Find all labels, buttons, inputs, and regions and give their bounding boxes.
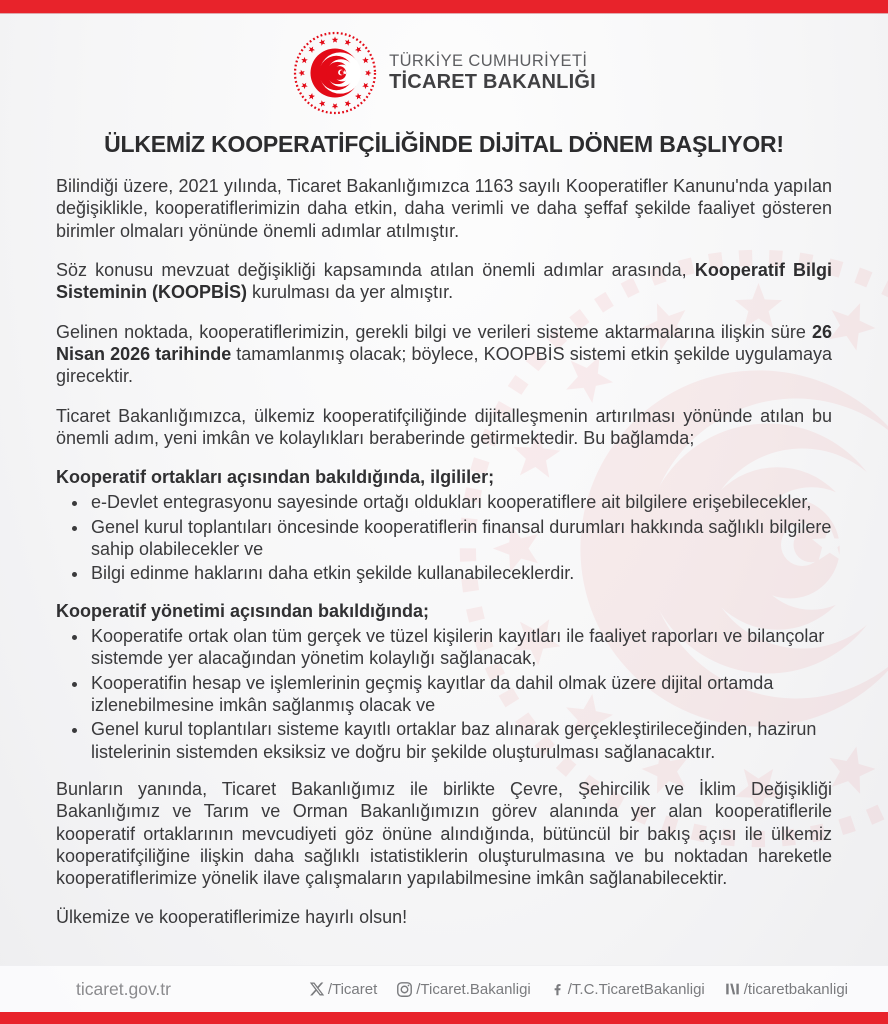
paragraph-context: Ticaret Bakanlığımızca, ülkemiz kooperatifçiliğinde dijitalleşmenin artırılması yönünde atılan bu önemli adım, yeni imkân ve kolaylıkları beraberinde getirmektedir. Bu bağlamda;	[56, 405, 832, 448]
ministry-logo	[0, 0, 888, 116]
section-heading-members: Kooperatif ortakları açısından bakıldığında, ilgililer;	[56, 467, 495, 488]
page-title: ÜLKEMİZ KOOPERATİFÇİLİĞİNDE DİJİTAL DÖNEM BAŞLIYOR!	[104, 131, 784, 157]
social-handle: /Ticaret.Bakanligi	[416, 980, 531, 998]
ministry-name: TİCARET BAKANLIĞI	[389, 71, 596, 93]
ministry-emblem-icon	[292, 30, 378, 116]
text-run: Gelinen noktada, kooperatiflerimizin, gerekli bilgi ve verileri sisteme aktarmalarına ilişkin süre	[56, 321, 812, 342]
section-heading-management: Kooperatif yönetimi açısından bakıldığında;	[56, 600, 430, 621]
koopbis-bold-text: Kooperatif Bilgi Sisteminin (KOOPBİS)	[56, 259, 832, 303]
x-icon	[309, 981, 325, 997]
announcement-body	[56, 175, 832, 929]
social-handle: /ticaretbakanligi	[743, 980, 848, 998]
list-item: • Bilgi edinme haklarını daha etkin şekilde kullanabileceklerdir.	[89, 562, 832, 584]
social-handle: /Ticaret	[327, 980, 378, 998]
text-run: Söz konusu mevzuat değişikliği kapsamında atılan önemli adımlar arasında,	[56, 259, 695, 280]
paragraph-deadline	[56, 321, 832, 388]
paragraph-intro: Bilindiği üzere, 2021 yılında, Ticaret Bakanlığımızca 1163 sayılı Kooperatifler Kanunu'nda yapılan değişiklikle, kooperatiflerimizin daha etkin, daha verimli ve daha şeffaf şekilde faaliyet gösteren birimler olmaları yönünde önemli adımlar atılmıştır.	[56, 176, 832, 241]
nsosyal-icon	[724, 981, 741, 997]
instagram-social-link[interactable]	[396, 981, 531, 998]
list-item: • Genel kurul toplantıları sisteme kayıtlı ortaklar baz alınarak gerçekleştirileceğinden, hazirun listelerinin sistemden eksiksiz ve doğru bir şekilde oluşturulması sağlanacaktır.	[89, 718, 832, 763]
facebook-social-link[interactable]	[550, 981, 705, 998]
ministry-logo-text	[389, 52, 596, 94]
instagram-icon	[396, 981, 413, 998]
footer-bar	[0, 965, 888, 1012]
paragraph-koopbis	[56, 259, 832, 304]
paragraph-closing: Ülkemize ve kooperatiflerimize hayırlı olsun!	[56, 907, 408, 928]
country-name: TÜRKİYE CUMHURİYETİ	[389, 52, 588, 70]
nsosyal-social-link[interactable]	[724, 981, 848, 998]
paragraph-ministries: Bunların yanında, Ticaret Bakanlığımız ile birlikte Çevre, Şehircilik ve İklim Değişikliği Bakanlığımız ve Tarım ve Orman Bakanlığımızın görev alanında yer alan kooperatiflerile kooperatif ortaklarının mevcudiyeti göz önüne alındığında, bütüncül bir bakış açısı ile ülkemiz kooperatifçiliğine ilişkin daha sağlıklı istatistiklerin oluşturulmasına ve bu noktadan hareketle kooperatiflerimize yönelik ilave çalışmaların yapılabilmesine imkân sağlanabilecektir.	[56, 778, 832, 889]
text-run: kurulması da yer almıştır.	[247, 282, 454, 303]
text-run: tamamlanmış olacak; böylece, KOOPBİS sistemi etkin şekilde uygulamaya girecektir.	[56, 343, 833, 387]
website-link[interactable]: ticaret.gov.tr	[76, 978, 171, 999]
management-benefits-list	[56, 625, 832, 763]
list-item: • Genel kurul toplantıları öncesinde kooperatiflerin finansal durumları hakkında sağlıklı bilgilere sahip olabilecekler ve	[89, 516, 832, 561]
deadline-bold-text: 26 Nisan 2026 tarihinde	[56, 321, 832, 364]
social-handle: /T.C.TicaretBakanligi	[567, 980, 705, 998]
list-item: • Kooperatife ortak olan tüm gerçek ve tüzel kişilerin kayıtları ile faaliyet raporları ve bilançolar sistemde yer alacağından yönetim kolaylığı sağlanacak,	[89, 625, 832, 670]
members-benefits-list	[56, 491, 832, 584]
list-item: • Kooperatifin hesap ve işlemlerinin geçmiş kayıtlar da dahil olmak üzere dijital ortamda izlenebilmesine imkân sağlanmış olacak ve	[89, 672, 832, 717]
x-social-link[interactable]	[309, 981, 377, 998]
bottom-red-bar	[0, 1012, 888, 1024]
facebook-icon	[550, 981, 565, 997]
list-item: • e-Devlet entegrasyonu sayesinde ortağı oldukları kooperatiflere ait bilgilere erişebilecekler,	[89, 491, 832, 513]
social-links	[309, 981, 848, 998]
